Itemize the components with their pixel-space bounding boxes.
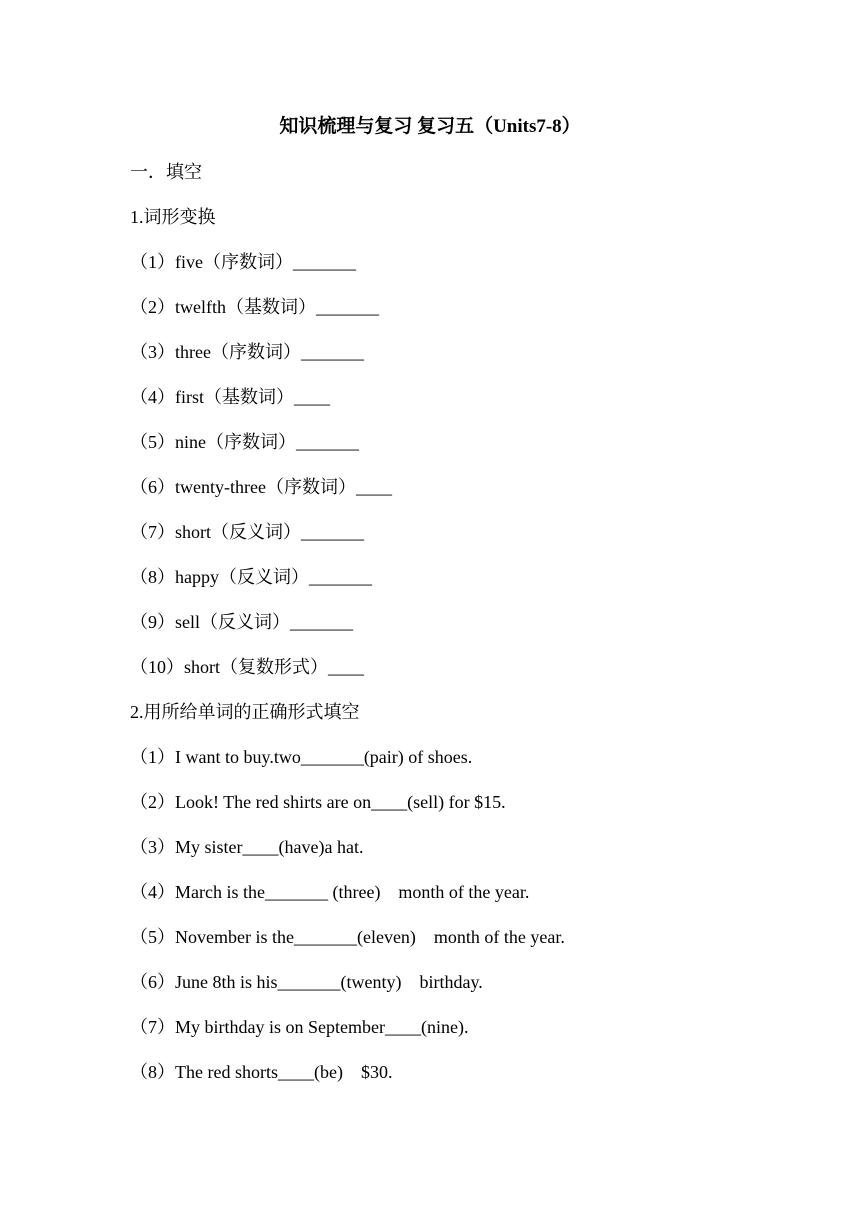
- exercise-item: （1）five（序数词）_______: [130, 252, 356, 272]
- exercise-item: （6）twenty-three（序数词）____: [130, 477, 392, 497]
- exercise-item: （6）June 8th is his_______(twenty) birthday.: [130, 972, 483, 992]
- exercise-item: （4）first（基数词）____: [130, 387, 330, 407]
- part2-heading: 2.用所给单词的正确形式填空: [130, 702, 360, 722]
- exercise-item: （2）twelfth（基数词）_______: [130, 297, 379, 317]
- exercise-item: （1）I want to buy.two_______(pair) of shoes.: [130, 747, 473, 767]
- exercise-item: （3）three（序数词）_______: [130, 342, 364, 362]
- exercise-item: （7）My birthday is on September____(nine).: [130, 1017, 469, 1037]
- exercise-item: （4）March is the_______ (three) month of the year.: [130, 882, 530, 902]
- exercise-item: （2）Look! The red shirts are on____(sell) for $15.: [130, 792, 506, 812]
- section-heading: 一．填空: [130, 162, 202, 182]
- exercise-item: （5）November is the_______(eleven) month of the year.: [130, 927, 565, 947]
- exercise-item: （3）My sister____(have)a hat.: [130, 837, 364, 857]
- exercise-item: （10）short（复数形式）____: [130, 657, 364, 677]
- page-title: 知识梳理与复习 复习五（Units7-8）: [279, 116, 581, 137]
- exercise-item: （9）sell（反义词）_______: [130, 612, 353, 632]
- exercise-item: （8）The red shorts____(be) $30.: [130, 1062, 393, 1082]
- exercise-item: （8）happy（反义词）_______: [130, 567, 372, 587]
- exercise-item: （7）short（反义词）_______: [130, 522, 364, 542]
- part1-heading: 1.词形变换: [130, 207, 216, 227]
- exercise-item: （5）nine（序数词）_______: [130, 432, 359, 452]
